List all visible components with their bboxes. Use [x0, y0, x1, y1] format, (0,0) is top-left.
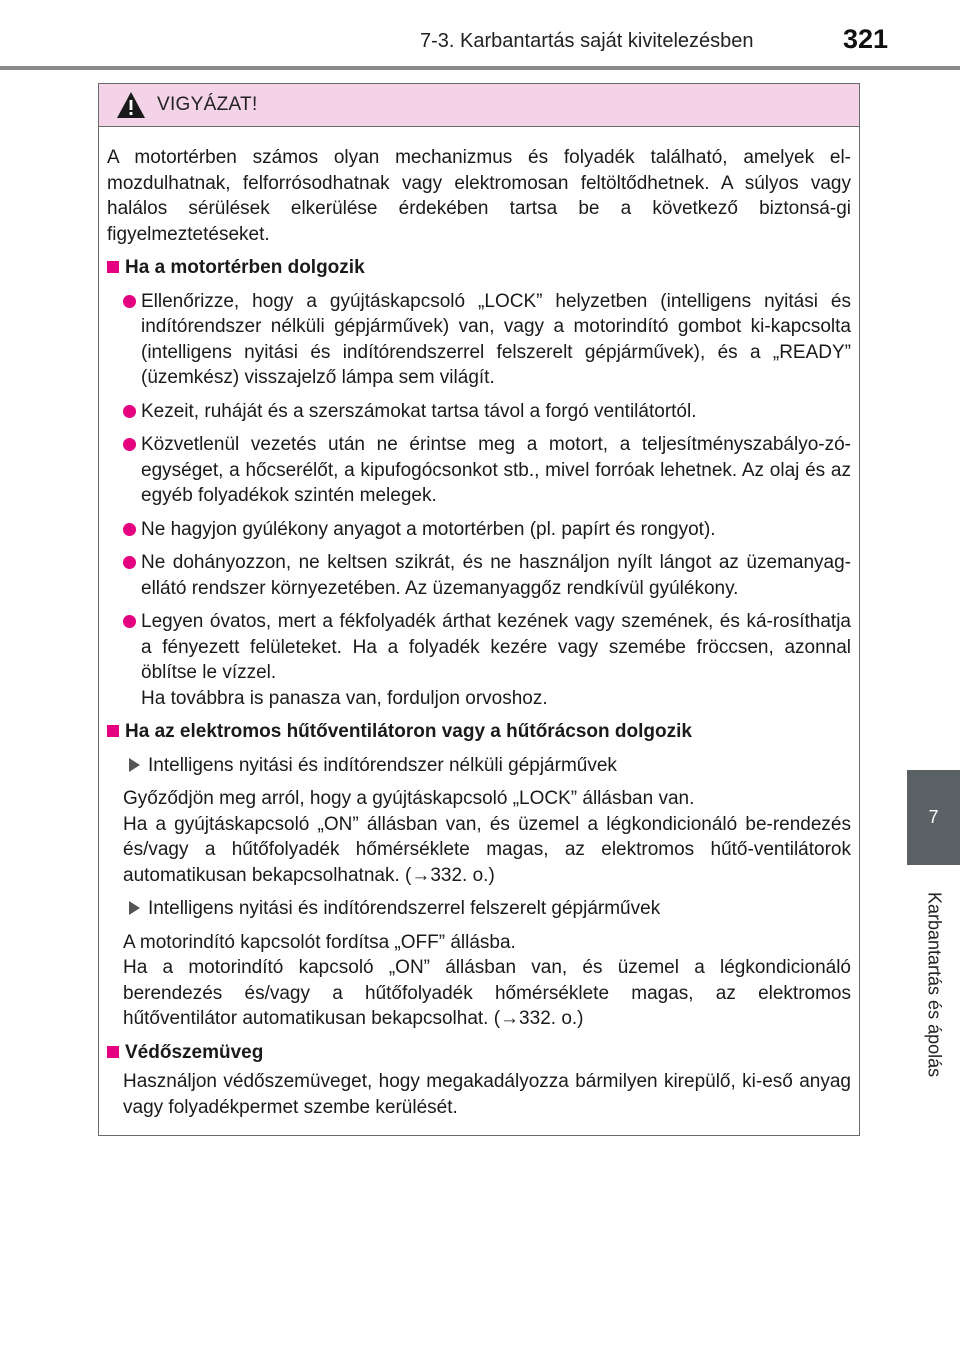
list-item-text: Közvetlenül vezetés után ne érintse meg a motort, a teljesítményszabályo-zó-egységet, a hőcserélőt, a kipufogócsonkot stb., mivel forróak lehetnek. Az olaj és az egyéb folyadékok szintén melegek.	[141, 434, 851, 506]
bullet-dot-icon	[123, 405, 136, 418]
sub-heading	[107, 896, 851, 922]
list-item-text: Ellenőrizze, hogy a gyújtáskapcsoló „LOCK” helyzetben (intelligens nyitási és indítórendszer nélküli gépjárművek) van, vagy a motorindító gombot ki-kapcsolta (intelligens nyitási és indítórendszerrel felszerelt gépjárművek), és a „READY” (üzemkész) visszajelző lámpa sem világít.	[141, 290, 851, 388]
page-number: 321	[843, 24, 889, 54]
sub-heading-text: Intelligens nyitási és indítórendszer nélküli gépjárművek	[148, 754, 617, 776]
list-item	[107, 289, 851, 391]
warning-title: VIGYÁZAT!	[157, 94, 258, 115]
triangle-right-icon	[129, 758, 140, 772]
warning-box	[98, 83, 860, 1136]
paragraph: Használjon védőszemüveget, hogy megakadályozza bármilyen kirepülő, ki-eső anyag vagy folyadékpermet szembe kerülését.	[123, 1071, 851, 1118]
header-divider	[0, 66, 960, 70]
section-heading-text: Védőszemüveg	[125, 1041, 264, 1063]
list-item	[107, 517, 851, 543]
list-item	[107, 432, 851, 509]
list-item-text-main: Legyen óvatos, mert a fékfolyadék árthat kezének vagy szemének, és ká-rosíthatja a fényezett felületeket. Ha a folyadék kezére vagy szemébe fröccsen, azonnal öblítse le vízzel.	[141, 611, 851, 683]
warning-intro: A motortérben számos olyan mechanizmus és folyadék található, amelyek el-mozdulhatnak, felforrósodhatnak vagy elektromosan feltöltődhetnek. A súlyos vagy halálos sérülések elkerülése érdekében tartsa be a következő biztonsá-gi figyelmeztetéseket.	[107, 147, 851, 245]
warning-triangle-icon	[115, 90, 147, 120]
bullet-dot-icon	[123, 295, 136, 308]
chapter-title: Karbantartás és ápolás	[924, 892, 945, 1078]
chapter-number: 7	[928, 807, 939, 827]
section-title: 7-3. Karbantartás saját kivitelezésben	[420, 30, 754, 52]
chapter-tab	[907, 770, 960, 865]
section-square-icon	[107, 261, 119, 273]
list-item-text: Ne dohányozzon, ne keltsen szikrát, és ne használjon nyílt lángot az üzemanyag-ellátó rendszer környezetében. Az üzemanyaggőz rendkívül gyúlékony.	[141, 552, 851, 599]
bullet-dot-icon	[123, 438, 136, 451]
section-heading-text: Ha a motortérben dolgozik	[125, 257, 365, 278]
section-square-icon	[107, 725, 119, 737]
section-heading	[107, 719, 851, 745]
list-item	[107, 609, 851, 711]
paragraph: Győződjön meg arról, hogy a gyújtáskapcsoló „LOCK” állásban van.	[123, 788, 695, 809]
paragraph: Ha a gyújtáskapcsoló „ON” állásban van, és üzemel a légkondicionáló be-rendezés és/vagy a hűtőfolyadék hőmérséklete magas, az elektromos hűtő-ventilátorok automatikusan bekapcsolhatnak. (→332. o.)	[123, 813, 851, 886]
bullet-dot-icon	[123, 615, 136, 628]
chapter-title-vertical	[908, 870, 960, 1100]
bullet-dot-icon	[123, 556, 136, 569]
warning-body	[99, 127, 859, 1120]
section-square-icon	[107, 1046, 119, 1058]
warning-header	[99, 84, 859, 127]
list-item-text-extra: Ha továbbra is panasza van, forduljon orvoshoz.	[141, 687, 548, 709]
list-item-text: Kezeit, ruháját és a szerszámokat tartsa távol a forgó ventilátortól.	[141, 400, 697, 422]
section-heading	[107, 1040, 851, 1066]
paragraph: Ha a motorindító kapcsoló „ON” állásban van, és üzemel a légkondicionáló berendezés és/vagy a hűtőfolyadék hőmérséklete magas, az elektromos hűtőventilátor automatikusan bekapcsolhat. (→332. o.)	[123, 957, 851, 1029]
list-item-text: Ne hagyjon gyúlékony anyagot a motortérben (pl. papírt és rongyot).	[141, 518, 716, 540]
sub-heading	[107, 753, 851, 779]
list-item-text	[141, 609, 851, 711]
section-heading-text: Ha az elektromos hűtőventilátoron vagy a hűtőrácson dolgozik	[125, 721, 692, 742]
paragraph: A motorindító kapcsolót fordítsa „OFF” állásba.	[123, 931, 516, 953]
list-item	[107, 399, 851, 425]
triangle-right-icon	[129, 901, 140, 915]
section-heading	[107, 255, 851, 281]
bullet-dot-icon	[123, 523, 136, 536]
list-item	[107, 550, 851, 601]
sub-heading-text: Intelligens nyitási és indítórendszerrel felszerelt gépjárművek	[148, 898, 661, 919]
